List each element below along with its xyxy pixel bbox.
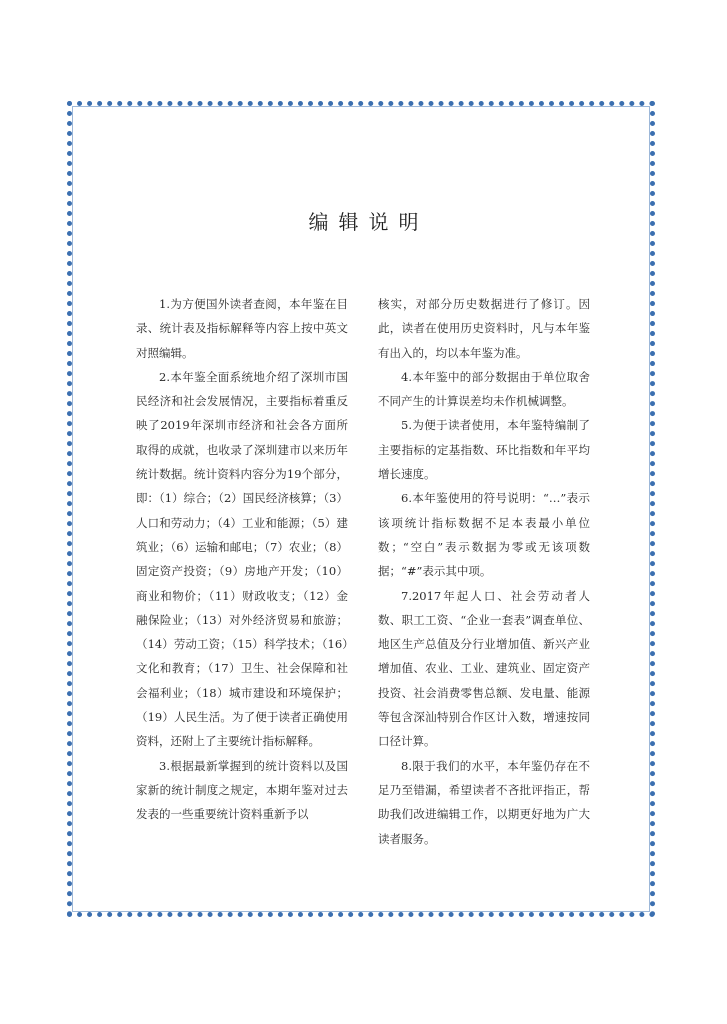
left-column [136, 292, 348, 827]
paragraph-6: 6.本年鉴使用的符号说明：“…”表示该项统计指标数据不足本表最小单位数；“空白”表示数据为零或无该项数据；“#”表示其中项。 [378, 491, 590, 579]
page-title: 编辑说明 [308, 210, 429, 234]
paragraph-1: 1.为方便国外读者查阅，本年鉴在目录、统计表及指标解释等内容上按中英文对照编辑。 [136, 297, 348, 360]
paragraph-3: 3.根据最新掌握到的统计资料以及国家新的统计制度之规定，本期年鉴对过去发表的一些重要统计资料重新予以 [136, 758, 348, 822]
paragraph-2: 2.本年鉴全面系统地介绍了深圳市国民经济和社会发展情况，主要指标着重反映了2019年深圳市经济和社会各方面所取得的成就，也收录了深圳建市以来历年统计数据。统计资料内容分为19个部分，即：（1）综合；（2）国民经济核算；（3）人口和劳动力；（4）工业和能源；（5）建筑业；（6）运输和邮电；（7）农业；（8）固定资产投资；（9）房地产开发；（10）商业和物价；（11）财政收支；（12）金融保险业；（13）对外经济贸易和旅游；（14）劳动工资；（15）科学技术；（16）文化和教育；（17）卫生、社会保障和社会福利业；（18）城市建设和环境保护；（19）人民生活。为了便于读者正确使用资料，还附上了主要统计指标解释。 [136, 369, 348, 749]
paragraph-3-continued: 核实，对部分历史数据进行了修订。因此，读者在使用历史资料时，凡与本年鉴有出入的，均以本年鉴为准。 [378, 297, 590, 360]
paragraph-5: 5.为便于读者使用，本年鉴特编制了主要指标的定基指数、环比指数和年平均增长速度。 [378, 418, 590, 482]
paragraph-7: 7.2017年起人口、社会劳动者人数、职工工资、“企业一套表”调查单位、地区生产总值及分行业增加值、新兴产业增加值、农业、工业、建筑业、固定资产投资、社会消费零售总额、发电量、能源等包含深汕特别合作区计入数，增速按同口径计算。 [378, 588, 590, 749]
paragraph-4: 4.本年鉴中的部分数据由于单位取舍不同产生的计算误差均未作机械调整。 [378, 369, 590, 409]
right-column [378, 292, 590, 851]
paragraph-8: 8.限于我们的水平，本年鉴仍存在不足乃至错漏，希望读者不吝批评指正，帮助我们改进编辑工作，以期更好地为广大读者服务。 [378, 758, 590, 846]
